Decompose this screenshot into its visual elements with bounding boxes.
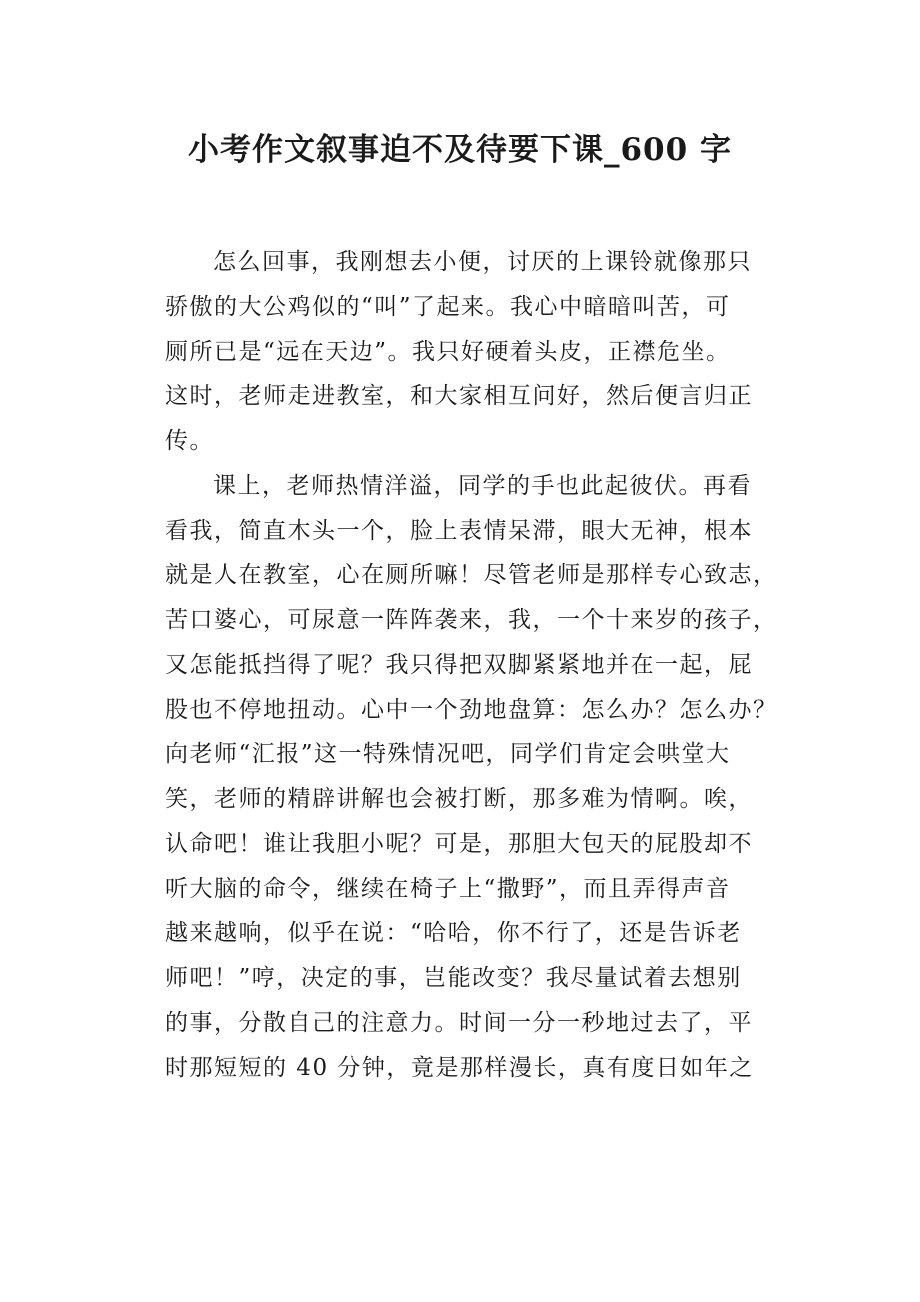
text-line: 骄傲的大公鸡似的“叫”了起来。我心中暗暗叫苦，可 <box>165 293 731 320</box>
text-line: 课上，老师热情洋溢，同学的手也此起彼伏。再看 <box>213 472 752 499</box>
text-line: 怎么回事，我刚想去小便，讨厌的上课铃就像那只 <box>213 249 752 275</box>
text-line: 就是人在教室，心在厕所嘛！尽管老师是那样专心致志， <box>165 562 778 589</box>
text-line: 向老师“汇报”这一特殊情况吧，同学们肯定会哄堂大 <box>165 741 731 768</box>
text-line: 苦口婆心，可尿意一阵阵袭来，我，一个十来岁的孩子， <box>165 607 778 633</box>
text-line: 看我，简直木头一个，脸上表情呆滞，眼大无神，根本 <box>165 517 753 544</box>
text-line: 这时，老师走进教室，和大家相互问好，然后便言归正 <box>165 383 753 410</box>
text-line: 认命吧！谁让我胆小呢？可是，那胆大包天的屁股却不 <box>165 830 753 857</box>
text-line: 越来越响，似乎在说：“哈哈，你不行了，还是告诉老 <box>165 920 742 947</box>
text-line: 师吧！”哼，决定的事，岂能改变？我尽量试着去想别 <box>165 965 742 991</box>
paragraph-1 <box>165 240 755 464</box>
text-line: 笑，老师的精辟讲解也会被打断，那多难为情啊。唉， <box>165 786 753 812</box>
page-title: 小考作文叙事迫不及待要下课_600 字 <box>187 132 732 168</box>
text-line: 传。 <box>165 428 214 454</box>
text-line: 的事，分散自己的注意力。时间一分一秒地过去了，平 <box>165 1009 753 1036</box>
text-line: 又怎能抵挡得了呢？我只得把双脚紧紧地并在一起，屁 <box>165 651 753 678</box>
text-line: 股也不停地扭动。心中一个劲地盘算：怎么办？怎么办？ <box>165 696 778 723</box>
text-line: 听大脑的命令，继续在椅子上“撒野”，而且弄得声音 <box>165 875 731 902</box>
text-line: 厕所已是“远在天边”。我只好硬着头皮，正襟危坐。 <box>165 338 731 365</box>
paragraph-2 <box>165 464 778 1091</box>
text-line: 时那短短的 40 分钟，竟是那样漫长，真有度日如年之 <box>165 1054 754 1081</box>
article-body <box>165 240 778 1090</box>
